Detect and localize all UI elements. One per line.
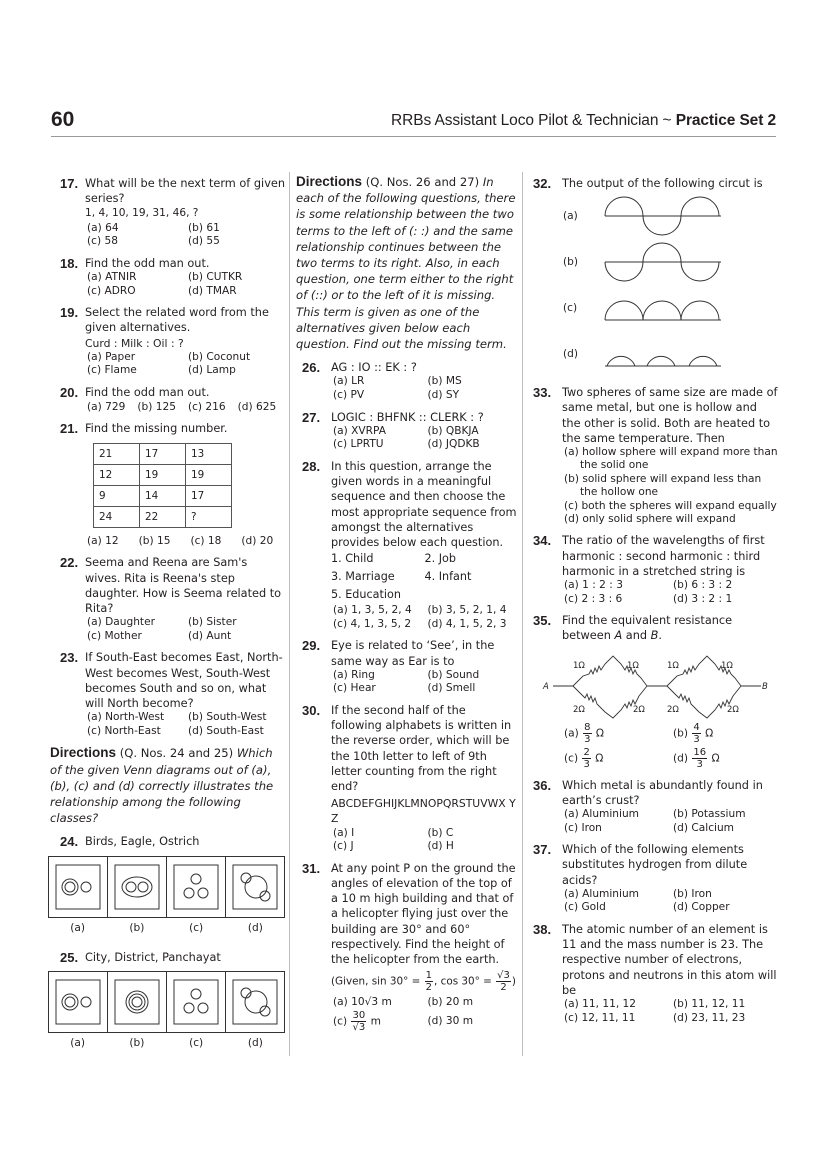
question-23 bbox=[50, 650, 285, 738]
option-b[interactable]: (b) Sister bbox=[188, 616, 237, 629]
option-b[interactable]: (b) 125 bbox=[137, 401, 176, 414]
question-38 bbox=[533, 922, 778, 1025]
given-mid: , cos 30° = bbox=[434, 975, 492, 988]
denominator: 3 bbox=[583, 758, 590, 770]
option-d[interactable]: (d) only solid sphere will expand bbox=[564, 513, 736, 526]
question-number: 28. bbox=[302, 459, 321, 475]
option-d[interactable] bbox=[673, 747, 778, 770]
options bbox=[331, 669, 518, 696]
inverted-sine-wave-icon bbox=[603, 240, 723, 284]
question-18 bbox=[50, 256, 285, 298]
venn-label: (b) bbox=[129, 921, 145, 934]
options bbox=[85, 616, 285, 643]
question-stem: Birds, Eagle, Ostrich bbox=[85, 835, 200, 849]
option-c[interactable]: (c) Flame bbox=[87, 364, 137, 377]
question-33 bbox=[533, 385, 778, 526]
series: 1, 4, 10, 19, 31, 46, ? bbox=[85, 207, 199, 220]
numerator: 4 bbox=[693, 721, 700, 733]
waveform-option-b[interactable] bbox=[561, 239, 778, 285]
options bbox=[85, 222, 285, 249]
option-label: (a) bbox=[564, 727, 579, 740]
option-b[interactable]: (b) C bbox=[427, 826, 454, 839]
question-number: 31. bbox=[302, 860, 321, 876]
question-25 bbox=[50, 950, 285, 965]
venn-option-d[interactable] bbox=[226, 856, 285, 918]
question-stem: In this question, arrange the given words in a meaningful sequence and then choose the most appropriate sequence from amongst the alternatives provides below each question. bbox=[331, 460, 517, 550]
options bbox=[562, 579, 778, 606]
numerator: 1 bbox=[425, 970, 433, 982]
question-stem: The ratio of the wavelengths of first harmonic : second harmonic : third harmonic in a stretched string is bbox=[562, 534, 765, 578]
grid-cell: 17 bbox=[140, 444, 186, 465]
question-stem: Which of the following elements substitutes hydrogen from dilute acids? bbox=[562, 843, 748, 887]
question-stem: At any point P on the ground the angles of elevation of the top of a 10 m high building and that of a helicopter flying just over the building are 30° and 60° respectively. Find the height of the helicopter from the earth. bbox=[331, 861, 516, 967]
option-c[interactable]: (c) 4, 1, 3, 5, 2 bbox=[333, 617, 412, 630]
denominator: 3 bbox=[693, 733, 700, 745]
grid-cell: 17 bbox=[186, 486, 232, 507]
venn-overlapping-icon bbox=[232, 864, 278, 910]
question-36 bbox=[533, 778, 778, 836]
option-d[interactable]: (d) Lamp bbox=[188, 364, 236, 377]
fraction bbox=[692, 747, 707, 770]
point-b: B bbox=[650, 629, 659, 643]
option-c[interactable]: (c) Mother bbox=[87, 629, 142, 642]
question-number: 25. bbox=[60, 949, 79, 965]
running-title-text: RRBs Assistant Loco Pilot & Technician ~ bbox=[391, 112, 676, 129]
directions-26-27 bbox=[296, 174, 518, 352]
venn-option-b[interactable] bbox=[108, 971, 167, 1033]
option-b[interactable]: (b) CUTKR bbox=[188, 271, 243, 283]
waveform-options bbox=[561, 193, 778, 377]
question-20 bbox=[50, 385, 285, 414]
question-34 bbox=[533, 533, 778, 606]
denominator: √3 bbox=[352, 1021, 366, 1033]
grid-cell: 21 bbox=[94, 444, 140, 465]
venn-concentric-icon bbox=[114, 979, 160, 1025]
stem-text: . bbox=[658, 629, 662, 643]
directions-text: Which of the given Venn diagrams out of (a), (b), (c) and (d) correctly illustrates the relationship among the following classes? bbox=[50, 746, 274, 826]
venn-options-24 bbox=[48, 856, 285, 918]
question-stem: Find the odd man out. bbox=[85, 256, 210, 270]
word-item: 4. Infant bbox=[424, 570, 472, 584]
option-b[interactable]: (b) MS bbox=[427, 375, 462, 388]
directions-24-25 bbox=[50, 745, 285, 826]
grid-cell: 12 bbox=[94, 465, 140, 486]
option-d[interactable]: (d) 55 bbox=[188, 235, 220, 248]
venn-option-b[interactable] bbox=[108, 856, 167, 918]
venn-labels-24 bbox=[48, 921, 285, 936]
question-stem: Seema and Reena are Sam's wives. Rita is Reena's step daughter. How is Seema related to Rita? bbox=[85, 556, 282, 615]
word-item: 5. Education bbox=[331, 588, 401, 602]
option-a[interactable]: (a) North-West bbox=[87, 711, 165, 724]
question-27 bbox=[296, 410, 518, 452]
question-stem bbox=[562, 613, 778, 643]
resistor-circuit-diagram bbox=[533, 646, 773, 722]
question-number: 37. bbox=[533, 842, 552, 858]
column-divider bbox=[289, 172, 290, 1056]
question-stem: LOGIC : BHFNK :: CLERK : ? bbox=[331, 410, 484, 424]
venn-option-a[interactable] bbox=[48, 971, 108, 1033]
column-1 bbox=[50, 176, 285, 1051]
question-number: 34. bbox=[533, 533, 552, 549]
question-29 bbox=[296, 638, 518, 696]
question-31 bbox=[296, 861, 518, 1033]
option-d[interactable]: (d) 30 m bbox=[427, 1014, 474, 1027]
grid-cell: 14 bbox=[140, 486, 186, 507]
numerator: 16 bbox=[693, 746, 707, 758]
resistor-label: 2Ω bbox=[727, 704, 739, 715]
question-number: 24. bbox=[60, 834, 79, 850]
option-a[interactable]: (a) Aluminium bbox=[564, 887, 639, 900]
fraction bbox=[425, 970, 433, 993]
option-c[interactable] bbox=[564, 747, 669, 770]
options bbox=[562, 998, 778, 1025]
venn-overlapping-icon bbox=[232, 979, 278, 1025]
option-label: (b) bbox=[563, 255, 578, 268]
option-a[interactable]: (a) 10√3 m bbox=[333, 996, 392, 1009]
option-label: (b) bbox=[673, 727, 688, 740]
option-c[interactable]: (c) 12, 11, 11 bbox=[564, 1011, 636, 1024]
question-number: 18. bbox=[60, 255, 79, 271]
given-prefix: (Given, sin 30° = bbox=[331, 975, 421, 988]
grid-row bbox=[94, 465, 232, 486]
column-2 bbox=[296, 176, 518, 1040]
alphabet-string: ABCDEFGHIJKLMNOPQRSTUVWX YZ bbox=[331, 797, 516, 826]
directions-label: Directions bbox=[50, 745, 117, 761]
directions-qnos: (Q. Nos. 24 and 25) bbox=[116, 746, 237, 761]
venn-two-inside-oval-icon bbox=[114, 864, 160, 910]
point-a: A bbox=[614, 629, 623, 643]
option-label: (d) bbox=[563, 347, 578, 360]
resistor-label: 2Ω bbox=[633, 704, 645, 715]
grid-row bbox=[94, 486, 232, 507]
option-label: (c) bbox=[333, 1015, 348, 1028]
fraction bbox=[582, 747, 590, 770]
options bbox=[85, 351, 285, 378]
waveform-option-a[interactable] bbox=[561, 193, 778, 239]
option-a[interactable]: (a) Paper bbox=[87, 350, 136, 363]
option-c[interactable]: (c) both the spheres will expand equally bbox=[564, 499, 777, 512]
denominator: 3 bbox=[696, 758, 703, 770]
question-number: 23. bbox=[60, 650, 79, 666]
grid-cell: 9 bbox=[94, 486, 140, 507]
question-22 bbox=[50, 555, 285, 643]
question-number: 17. bbox=[60, 176, 79, 191]
option-d[interactable]: (d) 625 bbox=[237, 401, 277, 414]
option-d[interactable]: (d) 20 bbox=[241, 535, 274, 548]
venn-nested-and-separate-icon bbox=[55, 864, 101, 910]
options bbox=[562, 888, 778, 915]
question-32 bbox=[533, 176, 778, 191]
option-c[interactable]: (c) North-East bbox=[87, 724, 161, 737]
half-wave-rectified-icon bbox=[603, 332, 723, 376]
venn-label: (a) bbox=[70, 1037, 85, 1050]
option-c[interactable]: (c) 216 bbox=[187, 401, 226, 414]
numerator: √3 bbox=[497, 970, 510, 982]
stem-text: and bbox=[622, 629, 651, 643]
fraction bbox=[496, 970, 511, 993]
option-a[interactable]: (a) hollow sphere will expand more than the solid one bbox=[564, 446, 778, 472]
option-a[interactable]: (a) 729 bbox=[87, 401, 126, 414]
option-d[interactable]: (d) Aunt bbox=[188, 629, 232, 642]
running-title bbox=[391, 112, 776, 130]
option-label: (c) bbox=[563, 301, 578, 314]
q35-options bbox=[533, 722, 778, 770]
option-d[interactable]: (d) JQDKB bbox=[427, 438, 480, 451]
resistor-label: 2Ω bbox=[667, 704, 679, 715]
numerator: 8 bbox=[584, 721, 591, 733]
unit: Ω bbox=[595, 727, 604, 740]
unit: Ω bbox=[711, 752, 720, 765]
unit: Ω bbox=[595, 752, 604, 765]
venn-label: (b) bbox=[129, 1037, 145, 1050]
question-number: 21. bbox=[60, 421, 79, 437]
question-30 bbox=[296, 703, 518, 854]
resistor-label: 1Ω bbox=[573, 660, 585, 671]
grid-cell: 19 bbox=[140, 465, 186, 486]
question-stem: Which metal is abundantly found in earth’s crust? bbox=[562, 778, 763, 807]
venn-option-c[interactable] bbox=[167, 856, 226, 918]
resistor-label: 1Ω bbox=[627, 660, 639, 671]
word-item: 2. Job bbox=[424, 552, 456, 566]
question-35 bbox=[533, 613, 778, 643]
question-stem: The output of the following circut is bbox=[562, 177, 763, 190]
options bbox=[331, 827, 518, 854]
fraction bbox=[583, 722, 591, 745]
page-number: 60 bbox=[51, 108, 75, 131]
grid-cell: 19 bbox=[186, 465, 232, 486]
option-a[interactable]: (a) LR bbox=[333, 375, 365, 388]
terminal-b-label: B bbox=[762, 681, 768, 692]
given-suffix: ) bbox=[511, 975, 516, 988]
grid-row bbox=[94, 444, 232, 465]
option-a[interactable]: (a) ATNIR bbox=[87, 271, 137, 283]
directions-qnos: (Q. Nos. 26 and 27) bbox=[362, 175, 483, 189]
grid-row bbox=[94, 507, 232, 528]
waveform-option-d[interactable] bbox=[561, 331, 778, 377]
question-number: 19. bbox=[60, 305, 79, 321]
option-b[interactable]: (b) QBKJA bbox=[427, 424, 479, 437]
column-divider bbox=[522, 172, 523, 1056]
question-stem: Two spheres of same size are made of same metal, but one is hollow and the other is solid. Both are heated to the same temperature. Then bbox=[562, 386, 778, 445]
venn-three-separate-icon bbox=[173, 979, 219, 1025]
unit: m bbox=[370, 1015, 381, 1028]
stem-text: Find the equivalent resistance between bbox=[562, 614, 733, 643]
options bbox=[331, 996, 518, 1033]
option-b[interactable]: (b) 61 bbox=[188, 221, 220, 234]
number-grid bbox=[93, 443, 232, 528]
word-item: 3. Marriage bbox=[331, 570, 395, 584]
resistor-label: 2Ω bbox=[573, 704, 585, 715]
grid-cell: 13 bbox=[186, 444, 232, 465]
numerator: 2 bbox=[583, 746, 590, 758]
option-c[interactable]: (c) LPRTU bbox=[333, 438, 384, 451]
word-list bbox=[331, 550, 518, 604]
option-b[interactable]: (b) 11, 12, 11 bbox=[673, 998, 746, 1011]
option-a[interactable]: (a) 1 : 2 : 3 bbox=[564, 579, 623, 592]
grid-cell: 24 bbox=[94, 507, 140, 528]
directions-label: Directions bbox=[296, 174, 363, 189]
option-d[interactable]: (d) Copper bbox=[673, 901, 730, 914]
question-stem: City, District, Panchayat bbox=[85, 950, 221, 964]
option-c[interactable]: (c) Iron bbox=[564, 821, 602, 834]
column-3 bbox=[533, 176, 778, 1032]
option-label: (c) bbox=[564, 752, 579, 765]
option-c[interactable]: (c) 58 bbox=[87, 235, 118, 248]
option-c[interactable]: (c) Gold bbox=[564, 901, 606, 914]
question-stem: If South-East becomes East, North-West becomes West, South-West becomes South and so on, what will North become? bbox=[85, 651, 283, 710]
venn-option-c[interactable] bbox=[167, 971, 226, 1033]
option-a[interactable] bbox=[564, 722, 669, 745]
option-c[interactable]: (c) 2 : 3 : 6 bbox=[564, 592, 623, 605]
options bbox=[85, 400, 285, 414]
options bbox=[331, 604, 518, 631]
question-24 bbox=[50, 834, 285, 849]
options bbox=[85, 534, 285, 548]
option-b[interactable]: (b) Potassium bbox=[673, 808, 746, 821]
option-d[interactable]: (d) H bbox=[427, 840, 454, 853]
question-number: 33. bbox=[533, 385, 552, 401]
resistor-label: 1Ω bbox=[667, 660, 679, 671]
venn-nested-and-separate-icon bbox=[55, 979, 101, 1025]
fraction bbox=[692, 722, 700, 745]
question-stem: The atomic number of an element is 11 and the mass number is 23. The respective number of electrons, protons and neutrons in this atom will be bbox=[562, 923, 777, 997]
option-a[interactable]: (a) Daughter bbox=[87, 616, 155, 629]
option-c[interactable]: (c) PV bbox=[333, 389, 365, 402]
question-number: 22. bbox=[60, 555, 79, 571]
full-wave-rectified-icon bbox=[603, 286, 723, 330]
option-b[interactable]: (b) South-West bbox=[188, 711, 267, 724]
option-a[interactable]: (a) 12 bbox=[87, 535, 119, 548]
venn-labels-25 bbox=[48, 1036, 285, 1051]
venn-label: (d) bbox=[247, 1037, 263, 1050]
question-number: 29. bbox=[302, 638, 321, 654]
option-b[interactable]: (b) 6 : 3 : 2 bbox=[673, 579, 733, 592]
question-stem: Select the related word from the given alternatives. bbox=[85, 306, 269, 335]
given-values bbox=[331, 970, 518, 993]
question-number: 26. bbox=[302, 360, 321, 376]
option-a[interactable]: (a) Aluminium bbox=[564, 808, 639, 821]
running-title-bold: Practice Set 2 bbox=[675, 112, 776, 129]
directions-text: In each of the following questions, there is some relationship between the two terms to the left of (: :) and the same relationship continues between the two terms to its right. Also, in each question, one term either to the right of (::) or to the left of it is missing. This term is given as one of the alternatives given below each question. Find out the missing term. bbox=[296, 175, 516, 352]
question-21 bbox=[50, 421, 285, 548]
option-b[interactable]: (b) Sound bbox=[427, 668, 480, 681]
question-number: 30. bbox=[302, 703, 321, 719]
option-c[interactable]: (c) J bbox=[333, 840, 354, 853]
option-d[interactable]: (d) TMAR bbox=[188, 284, 237, 297]
question-17 bbox=[50, 176, 285, 249]
option-b[interactable]: (b) 20 m bbox=[427, 996, 474, 1009]
question-number: 38. bbox=[533, 922, 552, 938]
question-stem: Find the odd man out. bbox=[85, 385, 210, 399]
venn-label: (a) bbox=[70, 921, 85, 934]
resistor-label: 1Ω bbox=[721, 660, 733, 671]
question-number: 20. bbox=[60, 384, 79, 400]
grid-cell: 22 bbox=[140, 507, 186, 528]
grid-cell: ? bbox=[186, 507, 232, 528]
option-b[interactable]: (b) Iron bbox=[673, 887, 712, 900]
venn-label: (d) bbox=[247, 921, 263, 934]
question-stem: If the second half of the following alphabets is written in the reverse order, which will be the 10th letter to left of 9th letter counting from the right end? bbox=[331, 704, 512, 794]
question-26 bbox=[296, 360, 518, 402]
question-stem: AG : IO :: EK : ? bbox=[331, 361, 417, 375]
option-d[interactable]: (d) 23, 11, 23 bbox=[673, 1011, 746, 1024]
question-stem: Find the missing number. bbox=[85, 422, 228, 436]
denominator: 2 bbox=[425, 982, 433, 994]
question-number: 27. bbox=[302, 409, 321, 425]
question-number: 35. bbox=[533, 613, 552, 629]
venn-options-25 bbox=[48, 971, 285, 1033]
option-b[interactable]: (b) 15 bbox=[138, 535, 171, 548]
waveform-option-c[interactable] bbox=[561, 285, 778, 331]
full-sine-wave-icon bbox=[603, 194, 723, 238]
question-28 bbox=[296, 459, 518, 631]
question-stem: What will be the next term of given series? bbox=[85, 177, 285, 206]
page-header bbox=[51, 108, 776, 137]
denominator: 2 bbox=[500, 982, 507, 994]
option-b[interactable]: (b) 3, 5, 2, 1, 4 bbox=[427, 604, 507, 617]
option-b[interactable]: (b) solid sphere will expand less than the hollow one bbox=[564, 472, 762, 499]
option-d[interactable]: (d) 3 : 2 : 1 bbox=[673, 592, 733, 605]
terminal-a-label: A bbox=[543, 681, 549, 692]
option-a[interactable]: (a) 1, 3, 5, 2, 4 bbox=[333, 604, 412, 617]
option-d[interactable]: (d) 4, 1, 5, 2, 3 bbox=[427, 617, 507, 630]
option-c[interactable]: (c) 18 bbox=[190, 535, 222, 548]
option-b[interactable] bbox=[673, 722, 778, 745]
venn-label: (c) bbox=[189, 1037, 204, 1050]
unit: Ω bbox=[705, 727, 714, 740]
option-a[interactable]: (a) XVRPA bbox=[333, 424, 386, 437]
option-c[interactable]: (c) ADRO bbox=[87, 284, 136, 297]
word-item: 1. Child bbox=[331, 552, 374, 566]
option-b[interactable]: (b) Coconut bbox=[188, 350, 251, 363]
analogy-prompt: Curd : Milk : Oil : ? bbox=[85, 336, 184, 350]
options bbox=[562, 446, 778, 526]
fraction bbox=[351, 1010, 366, 1033]
venn-three-separate-icon bbox=[173, 864, 219, 910]
options bbox=[85, 271, 285, 298]
options bbox=[85, 711, 285, 738]
option-c[interactable] bbox=[333, 1010, 424, 1033]
option-a[interactable]: (a) I bbox=[333, 826, 355, 839]
option-d[interactable]: (d) South-East bbox=[188, 724, 264, 737]
option-d[interactable]: (d) Calcium bbox=[673, 821, 734, 834]
question-19 bbox=[50, 305, 285, 378]
options bbox=[562, 808, 778, 835]
denominator: 3 bbox=[584, 733, 591, 745]
venn-option-d[interactable] bbox=[226, 971, 285, 1033]
venn-option-a[interactable] bbox=[48, 856, 108, 918]
option-label: (d) bbox=[673, 752, 688, 765]
option-label: (a) bbox=[563, 209, 578, 222]
question-37 bbox=[533, 842, 778, 915]
option-a[interactable]: (a) 64 bbox=[87, 221, 119, 234]
option-a[interactable]: (a) 11, 11, 12 bbox=[564, 998, 637, 1011]
question-stem: Eye is related to ‘See’, in the same way as Ear is to bbox=[331, 639, 495, 668]
options bbox=[331, 375, 518, 402]
options bbox=[331, 425, 518, 452]
question-number: 32. bbox=[533, 176, 552, 191]
venn-label: (c) bbox=[189, 921, 204, 934]
option-c[interactable]: (c) Hear bbox=[333, 682, 376, 695]
option-d[interactable]: (d) Smell bbox=[427, 682, 476, 695]
option-a[interactable]: (a) Ring bbox=[333, 668, 375, 681]
numerator: 30 bbox=[352, 1009, 366, 1021]
question-number: 36. bbox=[533, 777, 552, 793]
option-d[interactable]: (d) SY bbox=[427, 389, 460, 402]
